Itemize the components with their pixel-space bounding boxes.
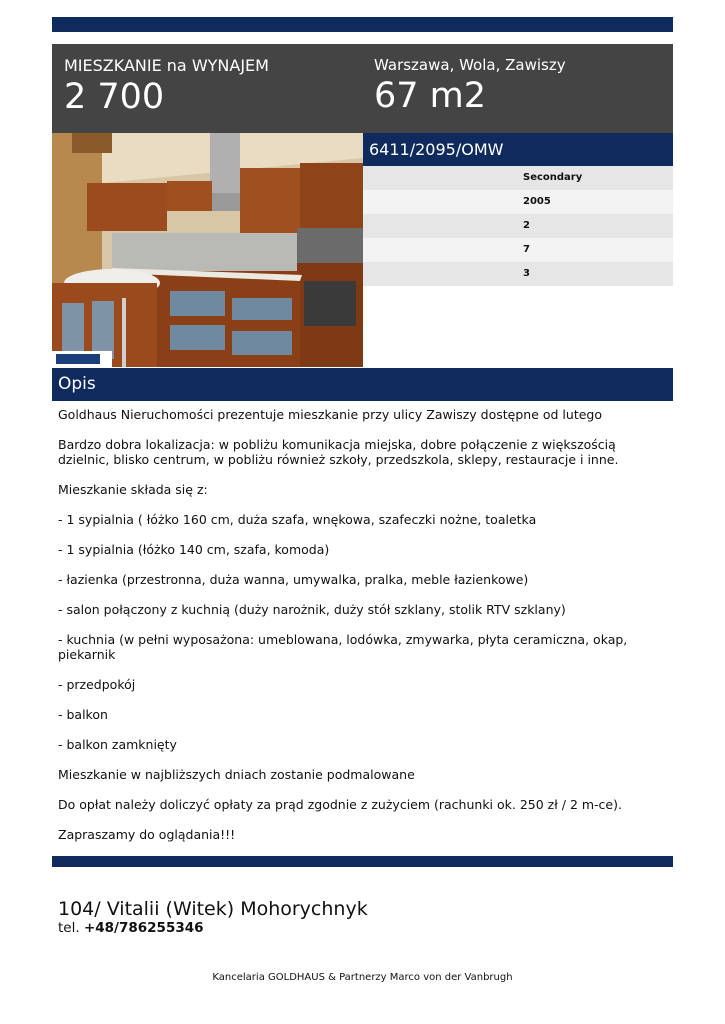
description-paragraph: Mieszkanie w najbliższych dniach zostanie podmalowane: [58, 767, 415, 782]
description-paragraph: - 1 sypialnia (łóżko 140 cm, szafa, komoda): [58, 542, 330, 557]
reference-number: 6411/2095/OMW: [363, 133, 673, 166]
agent-phone[interactable]: +48/786255346: [83, 920, 204, 936]
description-paragraph: - balkon: [58, 707, 108, 722]
kitchen-photo: [52, 133, 363, 367]
description-paragraph: Bardzo dobra lokalizacja: w pobliżu komunikacja miejska, dobre połączenie z większością dzielnic, blisko centrum, w pobliżu również szkoły, przedszkola, sklepy, restauracje i inne.: [58, 437, 619, 467]
description-heading: Opis: [52, 368, 673, 401]
tel-label: tel.: [58, 920, 80, 936]
agent-contact: [58, 920, 204, 937]
footer-text: Kancelaria GOLDHAUS & Partnerzy Marco von der Vanbrugh: [212, 972, 513, 983]
agent-name: 104/ Vitalii (Witek) Mohorychnyk: [58, 898, 368, 920]
bottom-accent-bar: [52, 856, 673, 867]
listing-type: MIESZKANIE na WYNAJEM: [64, 56, 269, 75]
top-accent-bar: [52, 17, 673, 32]
description-paragraph: Zapraszamy do oglądania!!!: [58, 827, 236, 842]
listing-location: Warszawa, Wola, Zawiszy: [374, 56, 566, 74]
description-paragraph: Do opłat należy doliczyć opłaty za prąd zgodnie z zużyciem (rachunki ok. 250 zł / 2 m-ce).: [58, 797, 622, 812]
attribute-row: 2005: [363, 190, 673, 214]
attribute-row: 7: [363, 238, 673, 262]
attribute-row: 3: [363, 262, 673, 286]
listing-area: 67 m2: [374, 76, 487, 116]
description-paragraph: - kuchnia (w pełni wyposażona: umeblowana, lodówka, zmywarka, płyta ceramiczna, okap, piekarnik: [58, 632, 628, 662]
header-left: [64, 56, 269, 118]
description-paragraph: - salon połączony z kuchnią (duży narożnik, duży stół szklany, stolik RTV szklany): [58, 602, 566, 617]
description-paragraph: Mieszkanie składa się z:: [58, 482, 208, 497]
listing-header: [52, 44, 673, 133]
description-paragraph: Goldhaus Nieruchomości prezentuje mieszkanie przy ulicy Zawiszy dostępne od lutego: [58, 407, 602, 422]
attribute-table: [363, 166, 673, 286]
description-paragraph: - 1 sypialnia ( łóżko 160 cm, duża szafa, wnękowa, szafeczki nożne, toaletka: [58, 512, 537, 527]
header-right: [374, 56, 566, 117]
listing-price: 2 700: [64, 77, 165, 117]
description-paragraph: - przedpokój: [58, 677, 136, 692]
attribute-row: 2: [363, 214, 673, 238]
description-text: [58, 407, 668, 857]
description-paragraph: - łazienka (przestronna, duża wanna, umywalka, pralka, meble łazienkowe): [58, 572, 529, 587]
description-paragraph: - balkon zamknięty: [58, 737, 177, 752]
attribute-row: Secondary: [363, 166, 673, 190]
